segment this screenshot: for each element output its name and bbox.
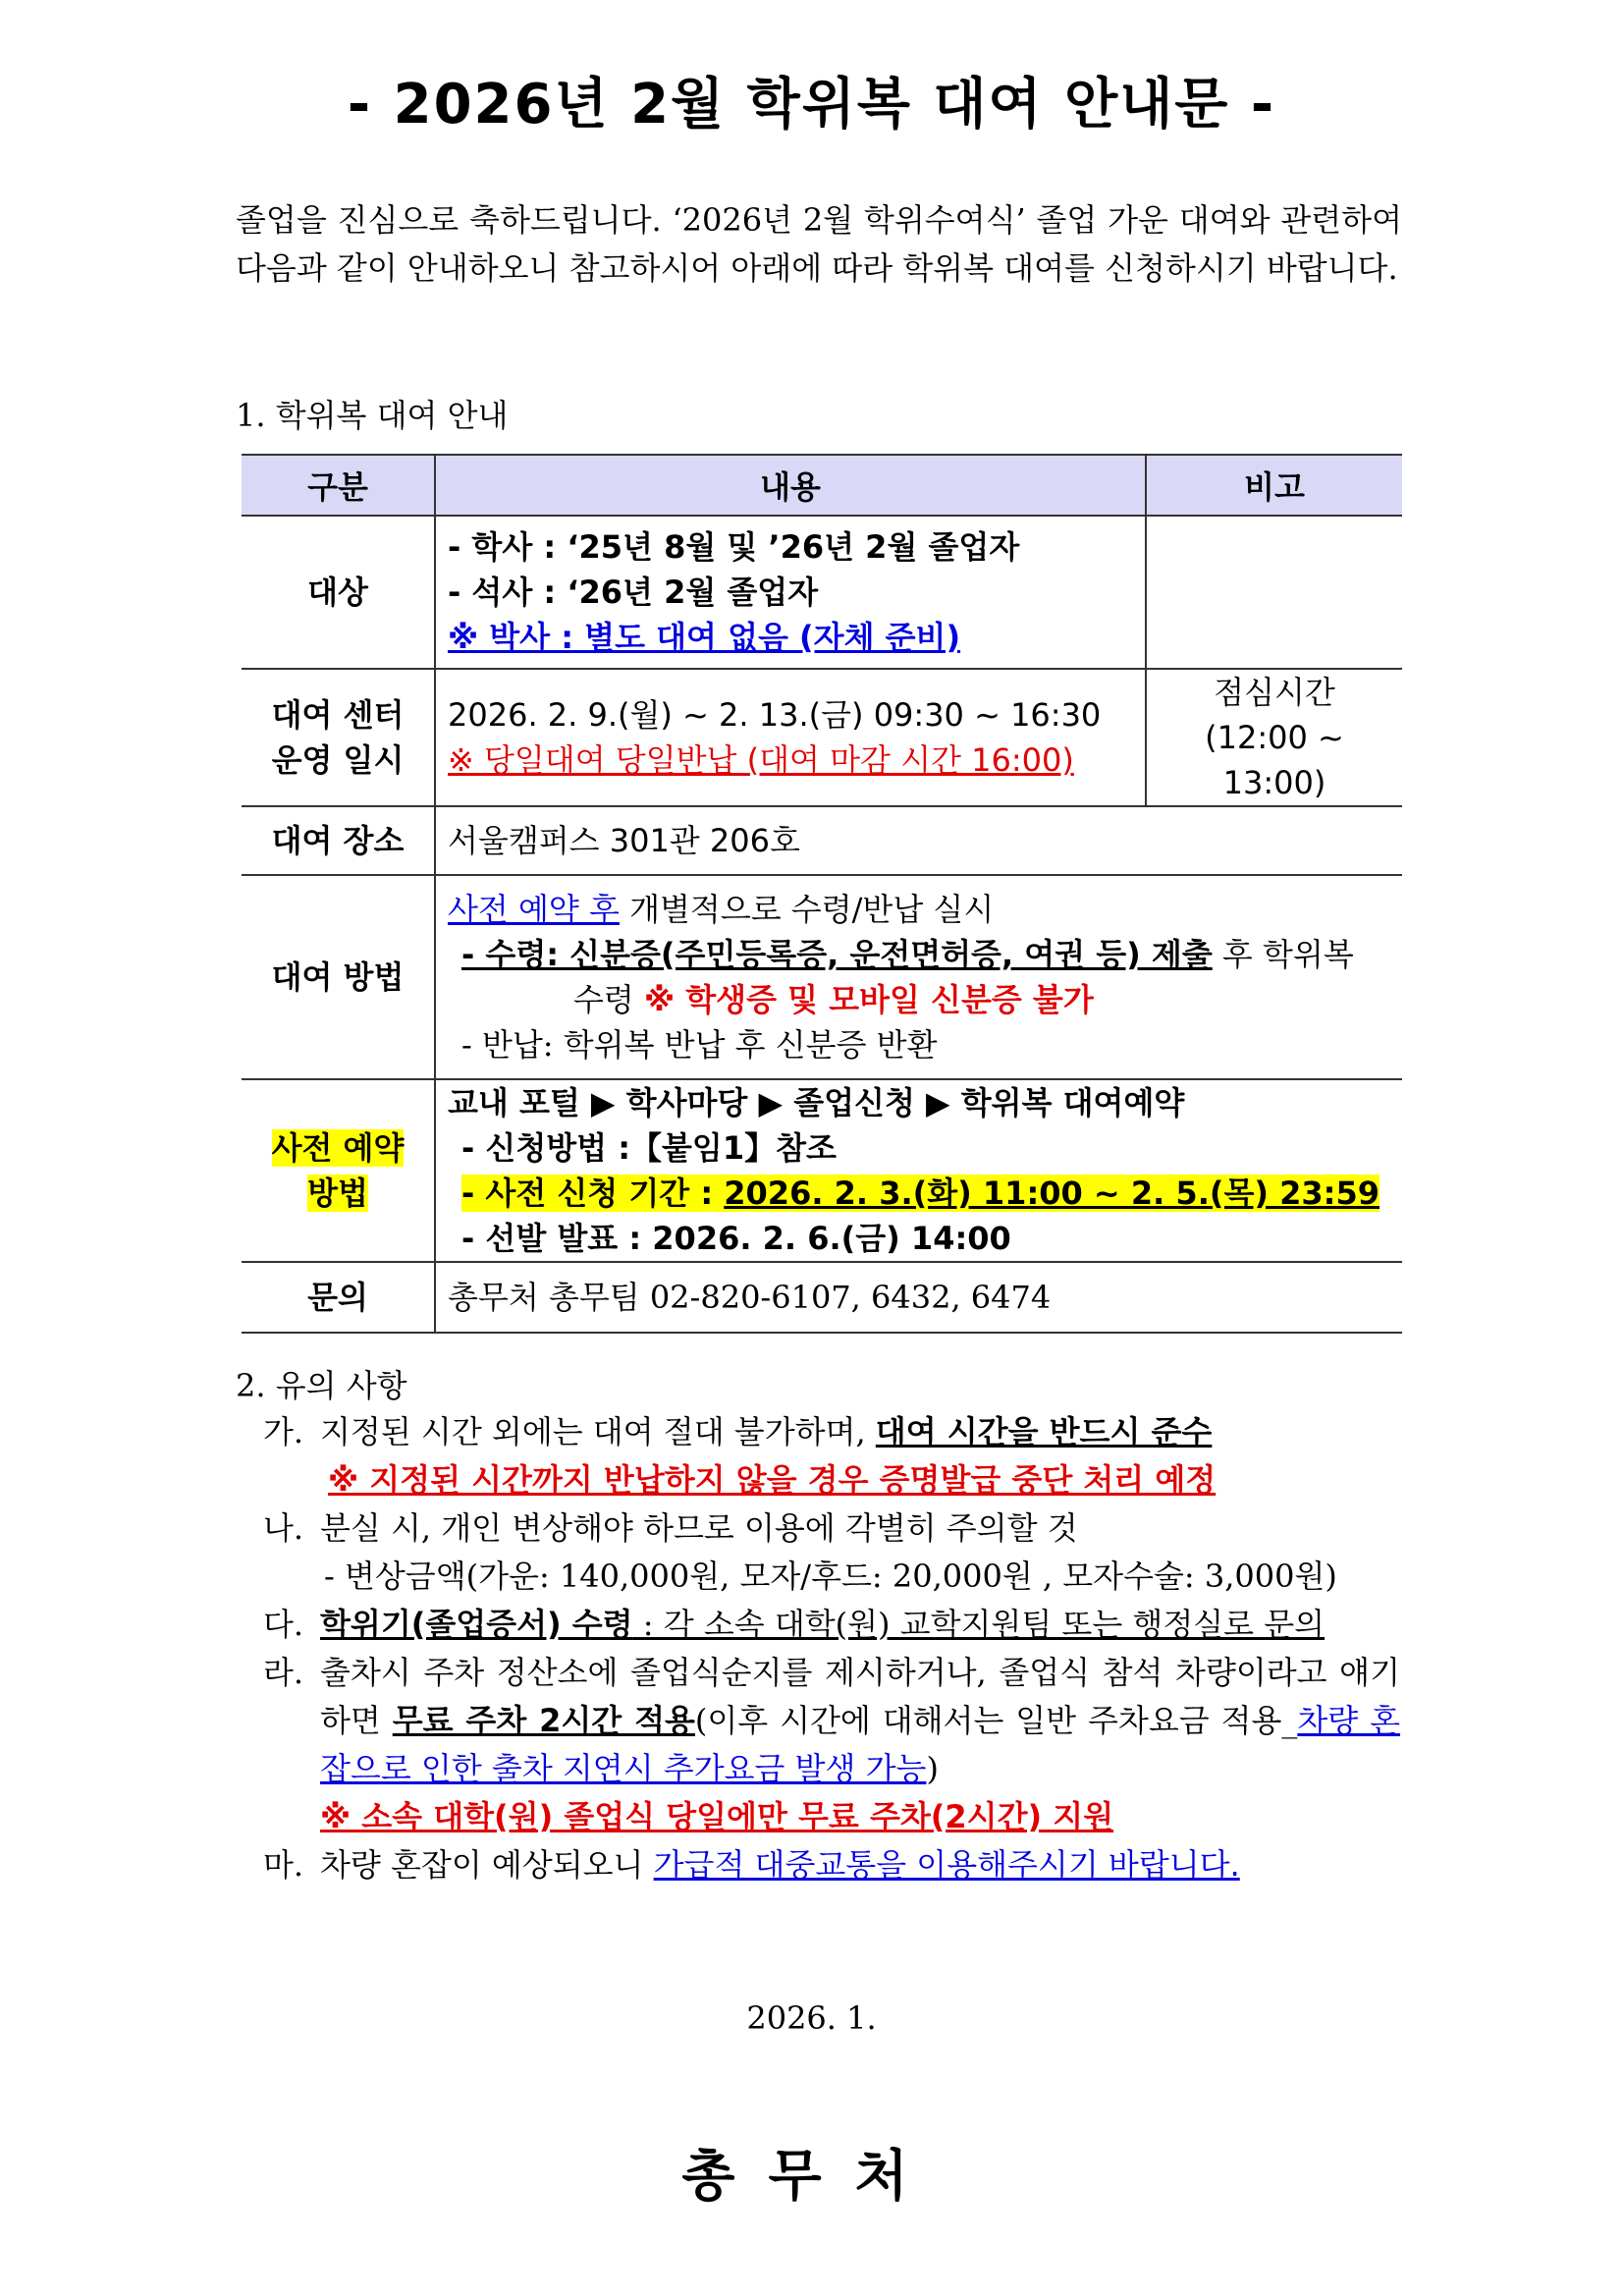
method-content: [435, 875, 1402, 1079]
note-da: 다. 학위기(졸업증서) 수령 : 각 소속 대학(원) 교학지원팀 또는 행정실로 문의: [263, 1606, 1325, 1643]
table-row-target: [242, 516, 1402, 669]
note-da-bold: 학위기(졸업증서) 수령: [320, 1606, 633, 1643]
hours-note: [1146, 669, 1402, 806]
table-row-contact: [242, 1262, 1402, 1333]
intro-paragraph: 졸업을 진심으로 축하드립니다. ‘2026년 2월 학위수여식’ 졸업 가운 대여와 관련하여 다음과 같이 안내하오니 참고하시어 아래에 따라 학위복 대여를 신청하시기 바랍니다.: [236, 201, 1402, 287]
target-content: [435, 516, 1146, 669]
row-label-reserve-2: 방법: [307, 1175, 368, 1212]
rental-info-table: [242, 454, 1402, 1334]
row-label-reserve-1: 사전 예약: [271, 1129, 405, 1167]
target-bachelor: - 학사 : ‘25년 8월 및 ’26년 2월 졸업자: [448, 528, 1020, 566]
note-ga-warning: ※ 지정된 시간까지 반납하지 않을 경우 증명발급 중단 처리 예정: [328, 1461, 1217, 1499]
note-ra-bold: 무료 주차 2시간 적용: [392, 1702, 695, 1739]
table-row-method: [242, 875, 1402, 1079]
method-id-warning: ※ 학생증 및 모바일 신분증 불가: [644, 981, 1094, 1018]
row-label-method: 대여 방법: [242, 875, 435, 1079]
row-label-target: 대상: [242, 516, 435, 669]
table-row-place: [242, 806, 1402, 875]
row-label-hours-2: 운영 일시: [271, 741, 405, 779]
note-ga-bold: 대여 시간을 반드시 준수: [875, 1413, 1213, 1450]
note-na: 나. 분실 시, 개인 변상해야 하므로 이용에 각별히 주의할 것: [263, 1509, 1078, 1547]
method-line-3: [448, 977, 1390, 1022]
method-receive: - 수령: 신분증(주민등록증, 운전면허증, 여권 등) 제출: [461, 936, 1213, 973]
contact-value: 총무처 총무팀 02-820-6107, 6432, 6474: [435, 1262, 1402, 1333]
target-note-cell: [1146, 516, 1402, 669]
method-reserve-first: 사전 예약 후: [448, 891, 620, 928]
reserve-period: - 사전 신청 기간 : 2026. 2. 3.(화) 11:00 ~ 2. 5.(목) 23:59: [461, 1175, 1380, 1212]
hours-period: 2026. 2. 9.(월) ~ 2. 13.(금) 09:30 ~ 16:30: [448, 696, 1102, 734]
table-header-row: [242, 455, 1402, 516]
target-master: - 석사 : ‘26년 2월 졸업자: [448, 574, 819, 611]
note-ga: 가. 지정된 시간 외에는 대여 절대 불가하며, 대여 시간을 반드시 준수: [263, 1413, 1213, 1450]
section-2-title: 2. 유의 사항: [236, 1367, 407, 1404]
note-ra: 라. 출차시 주차 정산소에 졸업식순지를 제시하거나, 졸업식 참석 차량이라고 얘기하면 무료 주차 2시간 적용(이후 시간에 대해서는 일반 주차요금 적용_차량 혼잡으로 인한 출차 지연시 추가요금 발생 가능): [263, 1654, 1400, 1787]
reserve-content: [435, 1079, 1402, 1262]
row-label-place: 대여 장소: [242, 806, 435, 875]
reserve-period-dates: 2026. 2. 3.(화) 11:00 ~ 2. 5.(목) 23:59: [724, 1175, 1380, 1212]
table-row-hours: [242, 669, 1402, 806]
place-value: 서울캠퍼스 301관 206호: [435, 806, 1402, 875]
note-ma: 마. 차량 혼잡이 예상되오니 가급적 대중교통을 이용해주시기 바랍니다.: [263, 1846, 1240, 1884]
method-receive-rest: 후 학위복: [1212, 936, 1354, 973]
header-note: 비고: [1146, 455, 1402, 516]
header-category: 구분: [242, 455, 435, 516]
row-label-reserve: [242, 1079, 435, 1262]
note-ma-blue: 가급적 대중교통을 이용해주시기 바랍니다.: [653, 1846, 1240, 1884]
method-line-1-rest: 개별적으로 수령/반납 실시: [619, 891, 995, 928]
table-row-reserve: [242, 1079, 1402, 1262]
method-line-2: [448, 932, 1390, 977]
document-title: - 2026년 2월 학위복 대여 안내문 -: [347, 73, 1276, 137]
target-doctor-note: ※ 박사 : 별도 대여 없음 (자체 준비): [448, 619, 961, 656]
hours-same-day-note: ※ 당일대여 당일반납 (대여 마감 시간 16:00): [448, 741, 1074, 779]
lunch-label: 점심시간: [1214, 674, 1335, 711]
document-date: 2026. 1.: [746, 1999, 877, 2037]
header-content: 내용: [435, 455, 1146, 516]
notes-list: [236, 1408, 1414, 1889]
note-ra-warning: ※ 소속 대학(원) 졸업식 당일에만 무료 주차(2시간) 지원: [320, 1798, 1114, 1835]
note-ra-blue: 차량 혼잡으로 인한 출차 지연시 추가요금 발생 가능: [320, 1702, 1400, 1787]
method-receive-word: 수령: [573, 981, 644, 1018]
hours-content: [435, 669, 1146, 806]
reserve-how: - 신청방법 :【붙임1】참조: [461, 1129, 837, 1167]
row-label-hours: [242, 669, 435, 806]
reserve-announce: - 선발 발표 : 2026. 2. 6.(금) 14:00: [461, 1220, 1011, 1257]
row-label-hours-1: 대여 센터: [271, 696, 405, 734]
note-na-sub: - 변상금액(가운: 140,000원, 모자/후드: 20,000원 , 모자수술: 3,000원): [324, 1558, 1337, 1595]
method-line-1: [448, 887, 1390, 932]
method-return: - 반납: 학위복 반납 후 신분증 반환: [461, 1026, 938, 1064]
issuer-signature: 총무처: [681, 2144, 942, 2209]
lunch-time: (12:00 ~ 13:00): [1205, 719, 1344, 801]
row-label-contact: 문의: [242, 1262, 435, 1333]
section-1-title: 1. 학위복 대여 안내: [236, 397, 509, 434]
reserve-path: 교내 포털 ▶ 학사마당 ▶ 졸업신청 ▶ 학위복 대여예약: [448, 1084, 1185, 1121]
